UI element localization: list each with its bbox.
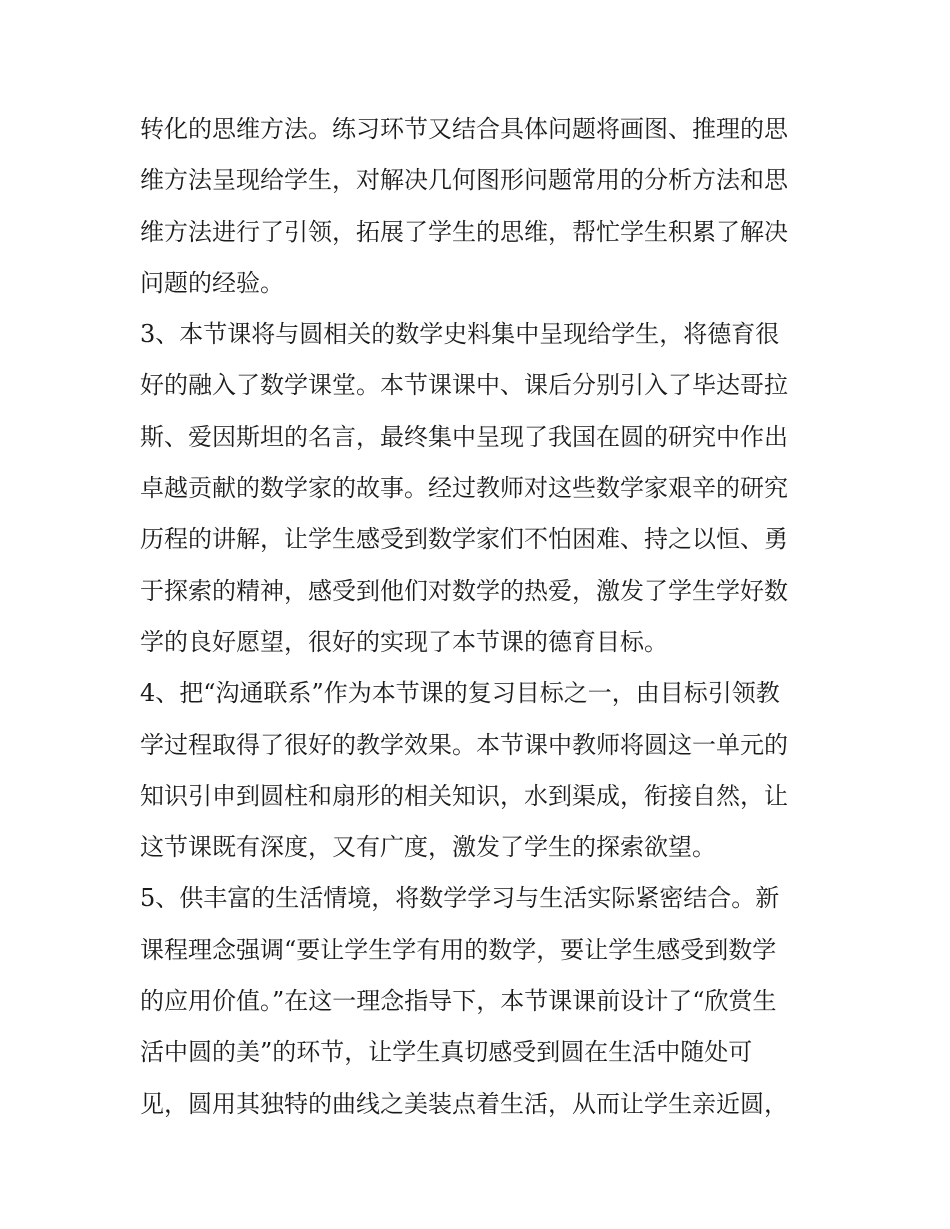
text-line: 这节课既有深度，又有广度，激发了学生的探索欲望。 xyxy=(140,833,716,862)
text-line: 5、供丰富的生活情境，将数学学习与生活实际紧密结合。新 xyxy=(140,884,780,913)
text-line: 知识引申到圆柱和扇形的相关知识，水到渠成，衔接自然，让 xyxy=(140,781,788,810)
text-line: 斯、爱因斯坦的名言，最终集中呈现了我国在圆的研究中作出 xyxy=(140,422,788,451)
text-line: 课程理念强调“要让学生学有用的数学，要让学生感受到数学 xyxy=(140,935,777,964)
text-line: 维方法呈现给学生，对解决几何图形问题常用的分析方法和思 xyxy=(140,166,788,195)
text-line: 卓越贡献的数学家的故事。经过教师对这些数学家艰辛的研究 xyxy=(140,474,788,503)
text-line: 问题的经验。 xyxy=(140,268,284,297)
text-line: 转化的思维方法。练习环节又结合具体问题将画图、推理的思 xyxy=(140,115,788,143)
text-line: 活中圆的美”的环节，让学生真切感受到圆在生活中随处可 xyxy=(140,1038,753,1067)
text-line: 3、本节课将与圆相关的数学史料集中呈现给学生，将德育很 xyxy=(140,320,780,349)
text-line: 好的融入了数学课堂。本节课课中、课后分别引入了毕达哥拉 xyxy=(140,371,788,400)
text-line: 的应用价值。”在这一理念指导下，本节课课前设计了“欣赏生 xyxy=(140,987,777,1016)
text-line: 历程的讲解，让学生感受到数学家们不怕困难、持之以恒、勇 xyxy=(140,525,788,554)
text-line: 学的良好愿望，很好的实现了本节课的德育目标。 xyxy=(140,627,668,656)
document-body xyxy=(140,104,840,1130)
text-line: 学过程取得了很好的教学效果。本节课中教师将圆这一单元的 xyxy=(140,730,788,759)
text-line: 维方法进行了引领，拓展了学生的思维，帮忙学生积累了解决 xyxy=(140,217,788,246)
text-line: 见，圆用其独特的曲线之美装点着生活，从而让学生亲近圆， xyxy=(140,1089,788,1118)
text-line: 于探索的精神，感受到他们对数学的热爱，激发了学生学好数 xyxy=(140,576,788,605)
text-line: 4、把“沟通联系”作为本节课的复习目标之一，由目标引领教 xyxy=(140,679,780,708)
